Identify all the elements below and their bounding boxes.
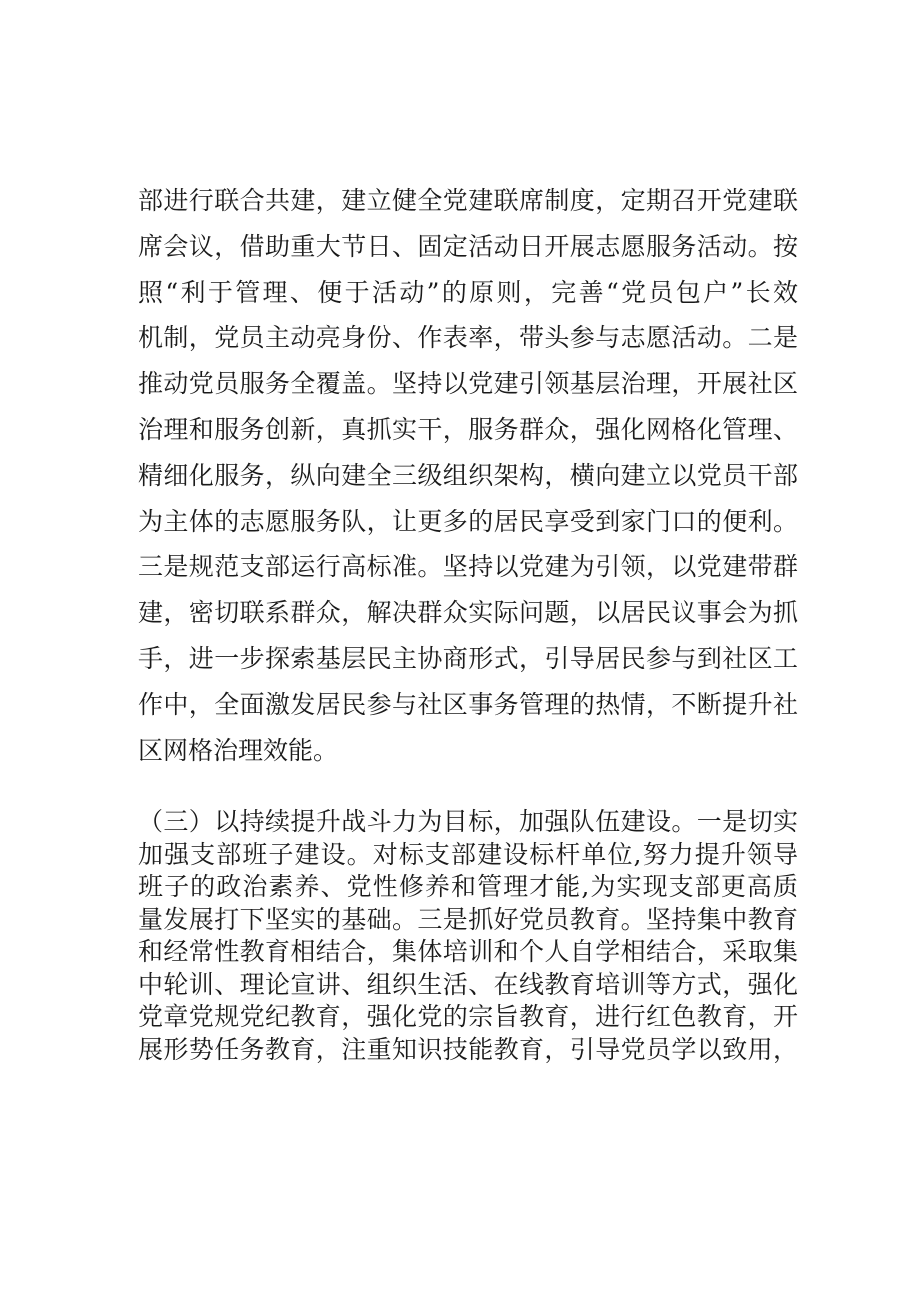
- paragraph-1-line: 作中，全面激发居民参与社区事务管理的热情，不断提升社: [138, 689, 798, 719]
- paragraph-2: [138, 806, 798, 1066]
- paragraph-1-line: 推动党员服务全覆盖。坚持以党建引领基层治理，开展社区: [138, 369, 798, 399]
- paragraph-2-line: （三）以持续提升战斗力为目标，加强队伍建设。一是切实: [138, 807, 798, 836]
- paragraph-2-line: 党章党规党纪教育，强化党的宗旨教育，进行红色教育，开: [138, 1002, 798, 1031]
- paragraph-1-line: 建，密切联系群众，解决群众实际问题，以居民议事会为抓: [138, 598, 798, 628]
- paragraph-1-line: 区网格治理效能。: [138, 735, 339, 765]
- paragraph-1-line: 为主体的志愿服务队，让更多的居民享受到家门口的便利。: [138, 506, 798, 536]
- paragraph-1-line: 机制，党员主动亮身份、作表率，带头参与志愿活动。二是: [138, 323, 798, 353]
- paragraph-2-line: 和经常性教育相结合，集体培训和个人自学相结合，采取集: [138, 937, 798, 966]
- paragraph-2-line: 量发展打下坚实的基础。三是抓好党员教育。坚持集中教育: [138, 904, 798, 934]
- paragraph-1-line: 三是规范支部运行高标准。坚持以党建为引领，以党建带群: [138, 552, 798, 582]
- paragraph-1-line: 席会议，借助重大节日、固定活动日开展志愿服务活动。按: [138, 231, 798, 261]
- paragraph-2-line: 班子的政治素养、党性修养和管理才能,为实现支部更高质: [138, 872, 798, 901]
- paragraph-2-line: 加强支部班子建设。对标支部建设标杆单位,努力提升领导: [138, 839, 798, 869]
- paragraph-2-line: 展形势任务教育，注重知识技能教育，引导党员学以致用，: [138, 1034, 798, 1064]
- paragraph-1-line: 治理和服务创新，真抓实干，服务群众，强化网格化管理、: [138, 414, 798, 444]
- paragraph-1-line: 部进行联合共建，建立健全党建联席制度，定期召开党建联: [138, 186, 798, 215]
- paragraph-1-line: 精细化服务，纵向建全三级组织架构，横向建立以党员干部: [138, 460, 798, 490]
- paragraph-1-line: 照“利于管理、便于活动”的原则，完善“党员包户”长效: [138, 277, 798, 307]
- paragraph-1: [138, 178, 798, 773]
- paragraph-1-line: 手，进一步探索基层民主协商形式，引导居民参与到社区工: [138, 643, 798, 673]
- paragraph-2-line: 中轮训、理论宣讲、组织生活、在线教育培训等方式，强化: [138, 969, 798, 999]
